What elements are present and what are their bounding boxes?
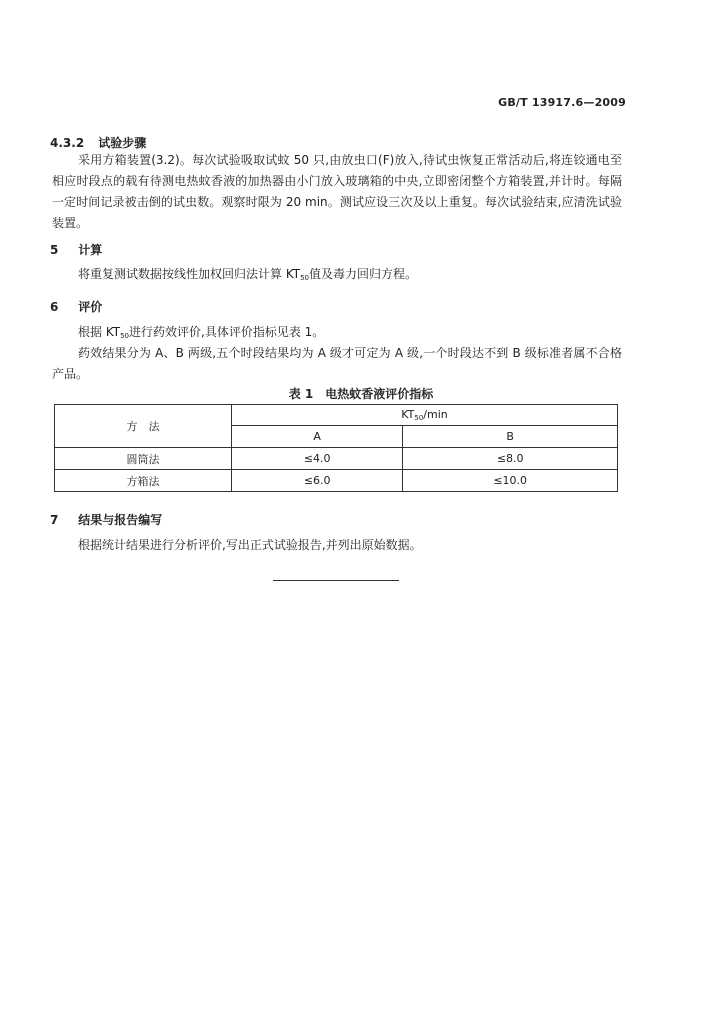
- text-segment: 值及毒力回归方程。: [309, 267, 418, 281]
- table-label: 表 1: [288, 387, 314, 401]
- table-row: [55, 470, 618, 492]
- standard-number: GB/T 13917.6—2009: [498, 96, 626, 109]
- section-title: 计算: [78, 243, 103, 257]
- section-title: 结果与报告编写: [78, 513, 163, 527]
- text-segment: 将重复测试数据按线性加权回归法计算 KT: [78, 267, 301, 281]
- section-4-3-2-paragraph: 采用方箱装置(3.2)。每次试验吸取试蚊 50 只,由放虫口(F)放入,待试虫恢复正常活动后,将连铰通电至相应时段点的载有待测电热蚊香液的加热器由小门放入玻璃箱的中央,立即密闭整个方箱装置,并计时。每隔一定时间记录被击倒的试虫数。观察时限为 20 min。测试应设三次及以上重复。每次试验结束,应清洗试验装置。: [52, 153, 622, 230]
- grade-b-cell: ≤10.0: [403, 470, 618, 492]
- section-7-paragraph: 根据统计结果进行分析评价,写出正式试验报告,并列出原始数据。: [78, 538, 422, 552]
- kt50-header: [232, 405, 618, 426]
- subscript: 50: [120, 332, 130, 340]
- table-title: 电热蚊香液评价指标: [325, 387, 434, 401]
- method-cell: 圆筒法: [55, 448, 232, 470]
- method-header: 方 法: [55, 405, 232, 448]
- section-title: 试验步骤: [98, 136, 147, 150]
- section-number: 4.3.2: [50, 136, 85, 150]
- section-7-heading: [50, 511, 162, 528]
- method-cell: 方箱法: [55, 470, 232, 492]
- grade-b-header: B: [403, 426, 618, 448]
- section-4-3-2-heading: [50, 134, 146, 151]
- grade-b-cell: ≤8.0: [403, 448, 618, 470]
- section-number: 7: [50, 513, 59, 527]
- table-row: [55, 448, 618, 470]
- grade-a-cell: ≤6.0: [232, 470, 403, 492]
- section-title: 评价: [78, 300, 103, 314]
- text-segment: 进行药效评价,具体评价指标见表 1。: [129, 325, 325, 339]
- text-segment: KT: [401, 408, 415, 421]
- end-of-document-rule: [273, 580, 399, 581]
- section-6-heading: [50, 298, 102, 315]
- section-number: 5: [50, 243, 59, 257]
- evaluation-table: [54, 404, 618, 492]
- section-5-paragraph: [52, 264, 622, 289]
- section-6-paragraph-2: 药效结果分为 A、B 两级,五个时段结果均为 A 级才可定为 A 级,一个时段达不到 B 级标准者属不合格产品。: [52, 346, 622, 381]
- grade-a-cell: ≤4.0: [232, 448, 403, 470]
- subscript: 50: [300, 274, 310, 282]
- grade-a-header: A: [232, 426, 403, 448]
- text-segment: 根据 KT: [78, 325, 121, 339]
- table-caption: [0, 385, 722, 402]
- text-segment: /min: [423, 408, 448, 421]
- section-number: 6: [50, 300, 59, 314]
- subscript: 50: [414, 414, 424, 422]
- table-header-row: [55, 405, 618, 426]
- section-5-heading: [50, 241, 102, 258]
